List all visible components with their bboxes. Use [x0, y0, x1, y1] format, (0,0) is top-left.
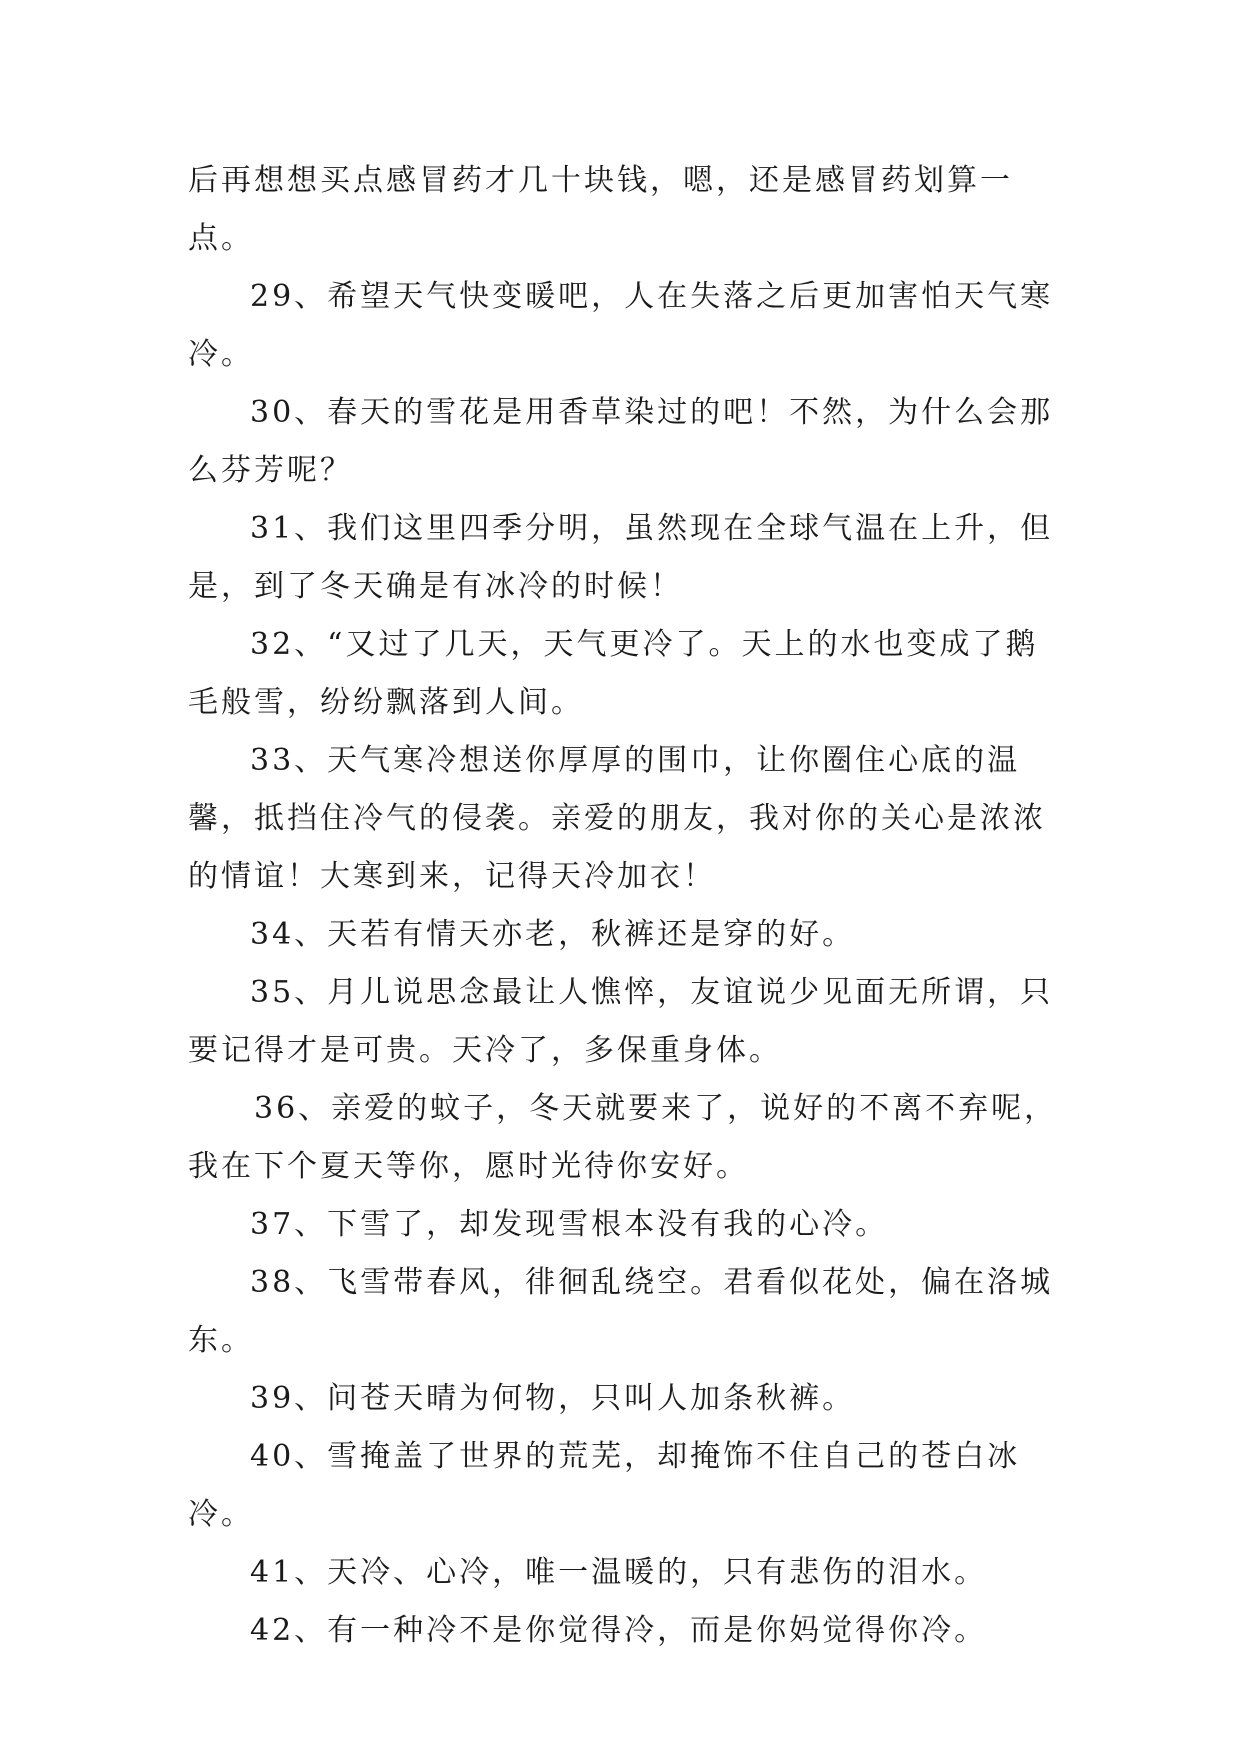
- paragraph-33: 33、天气寒冷想送你厚厚的围巾，让你圈住心底的温馨，抵挡住冷气的侵袭。亲爱的朋友，我对你的关心是浓浓的情谊！大寒到来，记得天冷加衣！: [188, 743, 1046, 894]
- paragraph-37: 37、下雪了，却发现雪根本没有我的心冷。: [250, 1207, 889, 1242]
- paragraph-32: 32、“又过了几天，天气更冷了。天上的水也变成了鹅毛般雪，纷纷飘落到人间。: [188, 627, 1039, 720]
- body-text: [188, 152, 1058, 1660]
- paragraph-30: 30、春天的雪花是用香草染过的吧！不然，为什么会那么芬芳呢？: [188, 395, 1054, 488]
- paragraph-29: 29、希望天气快变暖吧，人在失落之后更加害怕天气寒冷。: [188, 279, 1054, 372]
- paragraph-continuation: 后再想想买点感冒药才几十块钱，嗯，还是感冒药划算一点。: [188, 163, 1013, 256]
- paragraph-31: 31、我们这里四季分明，虽然现在全球气温在上升，但是，到了冬天确是有冰冷的时候！: [188, 511, 1054, 604]
- paragraph-39: 39、问苍天晴为何物，只叫人加条秋裤。: [250, 1381, 856, 1416]
- paragraph-42: 42、有一种冷不是你觉得冷，而是你妈觉得你冷。: [250, 1613, 988, 1648]
- paragraph-34: 34、天若有情天亦老，秋裤还是穿的好。: [250, 917, 856, 952]
- paragraph-36: 36、亲爱的蚊子，冬天就要来了，说好的不离不弃呢，我在下个夏天等你，愿时光待你安好。: [188, 1091, 1058, 1184]
- paragraph-35: 35、月儿说思念最让人憔悴，友谊说少见面无所谓，只要记得才是可贵。天冷了，多保重身体。: [188, 975, 1054, 1068]
- paragraph-41: 41、天冷、心冷，唯一温暖的，只有悲伤的泪水。: [250, 1555, 988, 1590]
- paragraph-38: 38、飞雪带春风，徘徊乱绕空。君看似花处，偏在洛城东。: [188, 1265, 1054, 1358]
- paragraph-40: 40、雪掩盖了世界的荒芜，却掩饰不住自己的苍白冰冷。: [188, 1439, 1021, 1532]
